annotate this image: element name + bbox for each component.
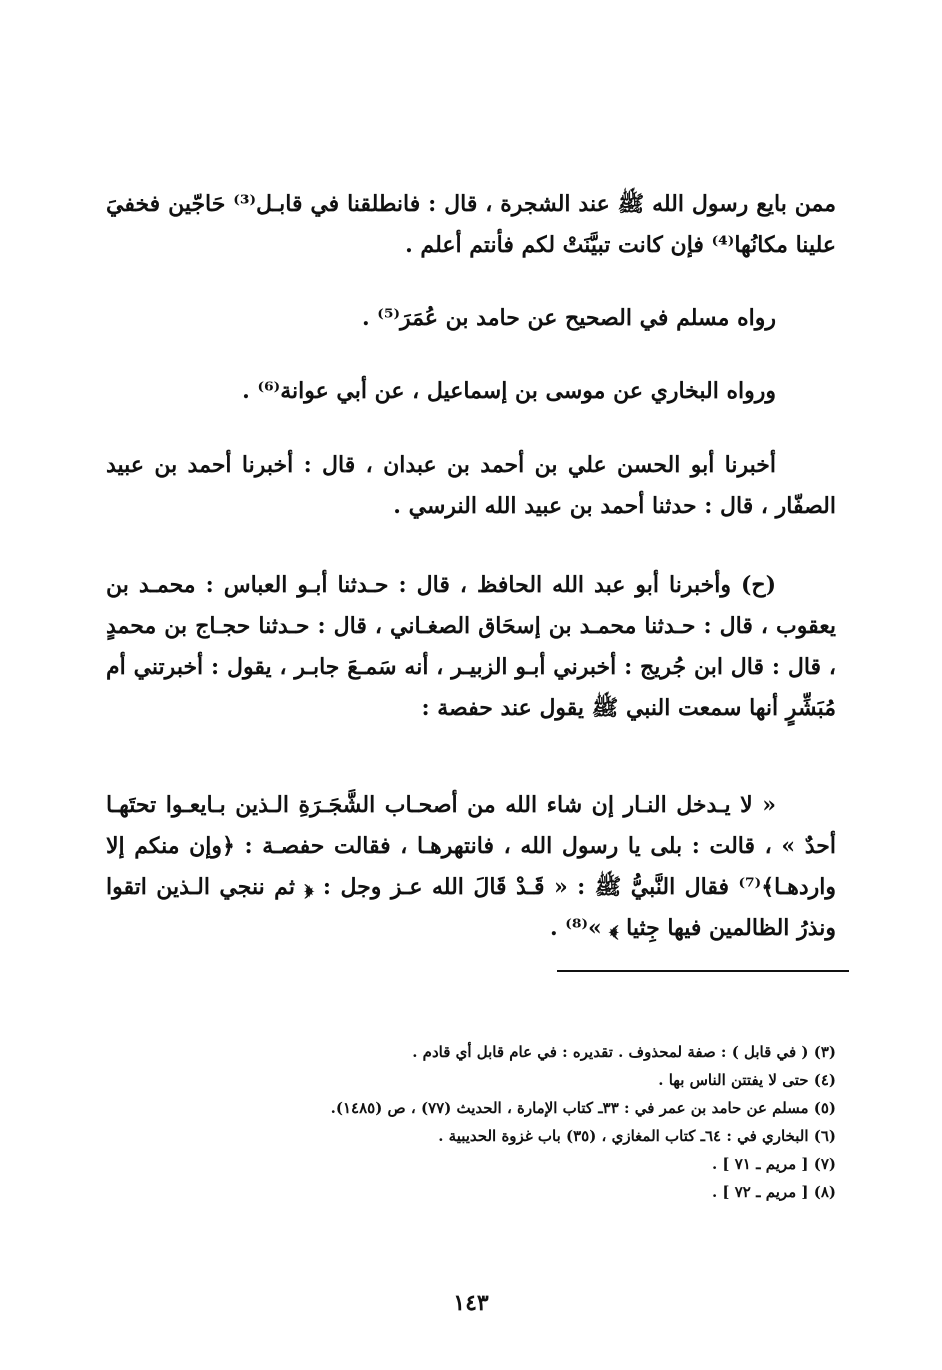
paragraph-bukhari-narration: ورواه البخاري عن موسى بن إسماعيل ، عن أبي عوانة⁽⁶⁾ . xyxy=(242,378,776,404)
paragraph-hadith-text: « لا يـدخل النـار إن شاء الله من أصحـاب الشَّجَـرَةِ الـذين بـايعـوا تحتَهـا أحدٌ » ، قالت : بلى يا رسول الله ، فانتهرهـا ، فقالت حفصـة : ﴿وإن منكم إلا واردهـا﴾⁽⁷⁾ فقال النَّبيُّ ﷺ : « قَـدْ قَالَ الله عـز وجل : ﴿ ثم ننجي الـذين اتقوا ونذرُ الظالمين فيها جِثيا ﴾ »⁽⁸⁾ . xyxy=(106,792,836,941)
footnote-7: (٧) [ مريم ـ ٧١ ] . xyxy=(711,1155,836,1173)
footnotes xyxy=(106,1038,836,1206)
paragraph-muslim-narration: رواه مسلم في الصحيح عن حامد بن عُمَرَ⁽⁵⁾ . xyxy=(361,305,776,331)
paragraph-isnad-abdan: أخبرنا أبو الحسن علي بن أحمد بن عبدان ، قال : أخبرنا أحمد بن عبيد الصفّار ، قال : حدثنا أحمد بن عبيد الله النرسي . xyxy=(106,452,836,519)
paragraph-isnad-hafiz: (ح) وأخبرنا أبو عبد الله الحافظ ، قال : حـدثنا أبـو العباس : محمـد بن يعقوب ، قال : حـدثنا محمـد بن إسحَاق الصغـاني ، قال : حـدثنا حجـاج بن محمدٍ ، قال : قال ابن جُريج : أخبرني أبـو الزبيـر ، أنه سَمـعَ جابـر ، يقول : أخبرتني أم مُبَشِّرٍ أنها سمعت النبي ﷺ يقول عند حفصة : xyxy=(106,572,836,721)
footnote-5: (٥) مسلم عن حامد بن عمر في : ٣٣ـ كتاب الإمارة ، الحديث (٧٧) ، ص (١٤٨٥). xyxy=(330,1099,836,1117)
paragraph-hadith-intro: ممن بايع رسول الله ﷺ عند الشجرة ، قال : فانطلقنا في قابـل⁽³⁾ حَاجّين فخفيَ علينا مكانُها⁽⁴⁾ فإن كانت تبيَّنَتْ لكم فأنتم أعلم . xyxy=(106,191,836,258)
footnote-divider xyxy=(557,970,849,972)
footnote-8: (٨) [ مريم ـ ٧٢ ] . xyxy=(711,1183,836,1201)
page-number: ١٤٣ xyxy=(453,1290,489,1316)
footnote-6: (٦) البخاري في : ٦٤ـ كتاب المغازي ، (٣٥) باب غزوة الحديبية . xyxy=(438,1127,836,1145)
footnote-3: (٣) ( في قابل ) : صفة لمحذوف . تقديره : في عام قابل أي قادم . xyxy=(412,1043,836,1061)
footnote-4: (٤) حتى لا يفتتن الناس بها . xyxy=(658,1071,836,1089)
